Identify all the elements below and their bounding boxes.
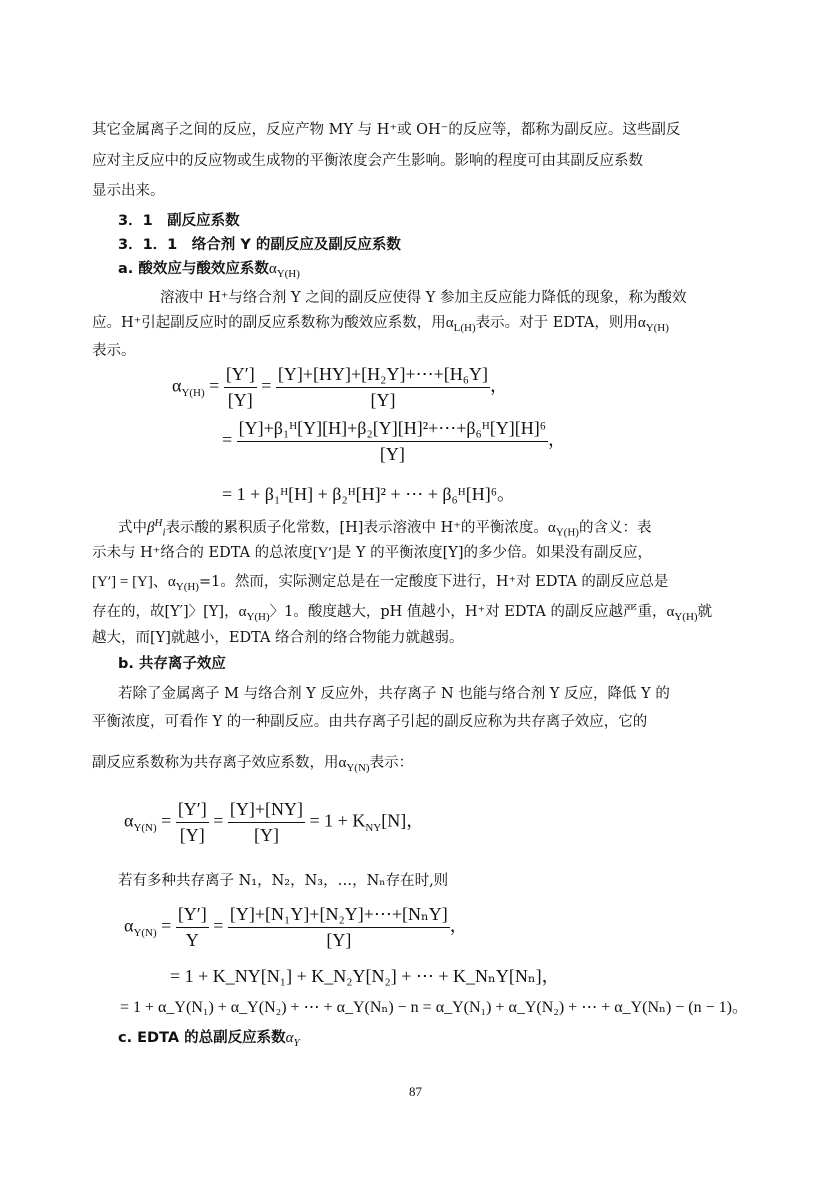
alpha-subscript: Y(H): [555, 526, 579, 539]
paragraph-line: 溶液中 H⁺与络合剂 Y 之间的副反应使得 Y 参加主反应能力降低的现象，称为酸效: [160, 290, 687, 306]
fraction: [228, 904, 450, 951]
denominator: [Y]: [228, 927, 450, 951]
alpha-symbol: α: [268, 261, 277, 277]
text-run: 〉1。酸度越大，pH 值越小，H⁺对 EDTA 的副反应越严重，: [269, 604, 667, 620]
alpha-symbol: α: [285, 1030, 294, 1046]
alpha-subscript: Y: [293, 1036, 300, 1049]
paragraph-line: 表示。: [92, 343, 136, 359]
alpha-symbol: α: [167, 574, 176, 590]
fraction: [176, 904, 209, 951]
text-run: 表示：: [369, 755, 414, 771]
numerator: [Y′]: [225, 364, 255, 384]
subsection-heading-b: b. 共存离子效应: [118, 656, 226, 672]
numerator: [Y]+[NY]: [229, 799, 304, 819]
fraction: [276, 364, 490, 411]
alpha-subscript: L(H): [453, 321, 476, 334]
numerator: [Y′]: [177, 904, 207, 924]
paragraph-line: [92, 572, 668, 597]
paragraph-line: [118, 513, 651, 543]
denominator: [Y]: [276, 387, 490, 411]
alpha-subscript: Y(H): [645, 321, 669, 334]
alpha-subscript: Y(H): [181, 387, 205, 400]
paragraph-line: [92, 753, 413, 778]
punctuation: ，: [449, 915, 468, 936]
numerator: [Y′]: [177, 799, 207, 819]
alpha-subscript: Y(H): [246, 610, 270, 623]
paragraph-line: 越大，而[Y]就越小，EDTA 络合剂的络合物能力就越弱。: [92, 630, 464, 646]
equation-multiple-ions-result: = 1 + α_Y(N₁) + α_Y(N₂) + ⋯ + α_Y(Nₙ) − n = α_Y(N₁) + α_Y(N₂) + ⋯ + α_Y(Nₙ) − (n − 1)。: [120, 999, 748, 1016]
text-run: 副反应系数称为共存离子效应系数，用: [92, 755, 339, 771]
fraction: [176, 799, 209, 846]
text-run: 式中: [118, 519, 147, 536]
equation-term: = 1 + K: [309, 810, 366, 831]
denominator: [Y]: [224, 387, 257, 411]
numerator: [Y]+β₁ᴴ[Y][H]+β₂[Y][H]²+⋯+β₆ᴴ[Y][H]⁶: [238, 418, 547, 438]
alpha-symbol: α: [637, 315, 646, 331]
equation-acid-effect-definition: $\alpha_{Y(H)}$ = $\frac{[Y']}{[Y]}$ = $\frac{\text{[Y]+[HY]+[H₂Y]+⋯+[H₆Y]}}{[Y]}$ ，: [172, 364, 509, 410]
text-run: 的含义：表: [578, 519, 652, 536]
alpha-subscript: Y(N): [133, 927, 157, 940]
constant-subscript: NY: [365, 822, 382, 835]
beta-superscript: H: [154, 517, 163, 529]
subsection-heading: 3．1．1 络合剂 Y 的副反应及副反应系数: [118, 237, 401, 253]
numerator: [Y]+[N₁Y]+[N₂Y]+⋯+[NₙY]: [229, 904, 448, 924]
numerator: [Y]+[HY]+[H₂Y]+⋯+[H₆Y]: [277, 364, 489, 384]
text-run: 就: [697, 604, 713, 620]
subsection-heading-a: [118, 259, 300, 284]
text-run: 是 Y 的平衡浓度[Y]的多少倍。如果没有副反应，: [336, 545, 652, 561]
denominator: [Y]: [228, 822, 305, 846]
beta-subscript: i: [162, 526, 166, 539]
paragraph-line: 若有多种共存离子 N₁，N₂，N₃，…，Nₙ存在时,则: [118, 873, 449, 889]
page-number: 87: [409, 1084, 422, 1099]
paragraph-line: [92, 313, 669, 338]
equation-coexisting-ion-effect: $\alpha_{Y(N)}$ = $\frac{[Y']}{[Y]}$ = $\frac{[Y]+[NY]}{[Y]}$ = $1 + K_{NY}[N]$，: [124, 799, 425, 845]
text-run: 存在的，故[Y′]〉[Y]，: [92, 604, 239, 620]
alpha-symbol: α: [238, 604, 247, 620]
paragraph-line: 应对主反应中的反应物或生成物的平衡浓度会产生影响。影响的程度可由其副反应系数: [92, 153, 643, 169]
alpha-symbol: α: [338, 755, 347, 771]
punctuation: ，: [490, 375, 509, 396]
equation-acid-effect-expansion: = $\frac{\text{[Y]+β₁ᴴ[Y][H]+β₂[Y][H]²+⋯+β₆ᴴ[Y][H]⁶}}{[Y]}$ ，: [222, 418, 567, 464]
subsection-heading-c: [118, 1028, 300, 1053]
fraction: [224, 364, 257, 411]
text-run: 表示。对于 EDTA，则用: [475, 315, 638, 331]
text-run: 表示酸的累积质子化常数，[H]表示溶液中 H⁺的平衡浓度。: [165, 519, 548, 536]
fraction: [237, 418, 548, 465]
alpha-symbol: α: [124, 915, 134, 936]
denominator: [Y]: [237, 441, 548, 465]
alpha-symbol: α: [547, 519, 556, 536]
punctuation: ，: [548, 429, 567, 450]
alpha-subscript: Y(N): [346, 761, 370, 774]
paragraph-line: [92, 602, 712, 627]
bracket-term: [Y′]: [312, 545, 337, 561]
paragraph-line: 显示出来。: [92, 183, 165, 199]
alpha-symbol: α: [172, 375, 182, 396]
text-run: =1。然而，实际测定总是在一定酸度下进行，H⁺对 EDTA 的副反应总是: [198, 574, 669, 590]
denominator: Y: [176, 927, 209, 951]
paragraph-line: 若除了金属离子 M 与络合剂 Y 反应外，共存离子 N 也能与络合剂 Y 反应，降低 Y 的: [118, 686, 670, 702]
alpha-symbol: α: [666, 604, 675, 620]
section-heading: 3．1 副反应系数: [118, 213, 240, 229]
alpha-subscript: Y(H): [175, 580, 199, 593]
beta-symbol: β: [147, 519, 155, 536]
alpha-subscript: Y(H): [674, 610, 698, 623]
alpha-subscript: Y(H): [276, 267, 300, 280]
paragraph-line: [92, 543, 652, 563]
alpha-symbol: α: [445, 315, 454, 331]
bracket-term: [Y′] = [Y]、: [92, 574, 168, 590]
alpha-symbol: α: [124, 810, 134, 831]
heading-text: c. EDTA 的总副反应系数: [118, 1030, 286, 1046]
fraction: [228, 799, 305, 846]
alpha-subscript: Y(N): [133, 822, 157, 835]
text-run: 应。H⁺引起副反应时的副反应系数称为酸效应系数，用: [92, 315, 446, 331]
equation-acid-effect-result: = 1 + β₁ᴴ[H] + β₂ᴴ[H]² + ⋯ + β₆ᴴ[H]⁶。: [222, 484, 515, 504]
text-run: 示未与 H⁺络合的 EDTA 的总浓度: [92, 545, 313, 561]
equation-term: [N]，: [381, 810, 425, 831]
heading-text: a. 酸效应与酸效应系数: [118, 261, 269, 277]
equation-multiple-ions-expansion: = 1 + K_NY[N₁] + K_N₂Y[N₂] + ⋯ + K_NₙY[Nₙ]，: [170, 966, 560, 986]
paragraph-line: 其它金属离子之间的反应，反应产物 MY 与 H⁺或 OH⁻的反应等，都称为副反应。这些副反: [92, 122, 681, 138]
paragraph-line: 平衡浓度，可看作 Y 的一种副反应。由共存离子引起的副反应称为共存离子效应，它的: [92, 714, 648, 730]
equation-multiple-ions: $\alpha_{Y(N)}$ = $\frac{[Y']}{Y}$ = $\frac{\text{[Y]+[N₁Y]+[N₂Y]+⋯+[NₙY]}}{[Y]}$ ，: [124, 904, 468, 950]
denominator: [Y]: [176, 822, 209, 846]
